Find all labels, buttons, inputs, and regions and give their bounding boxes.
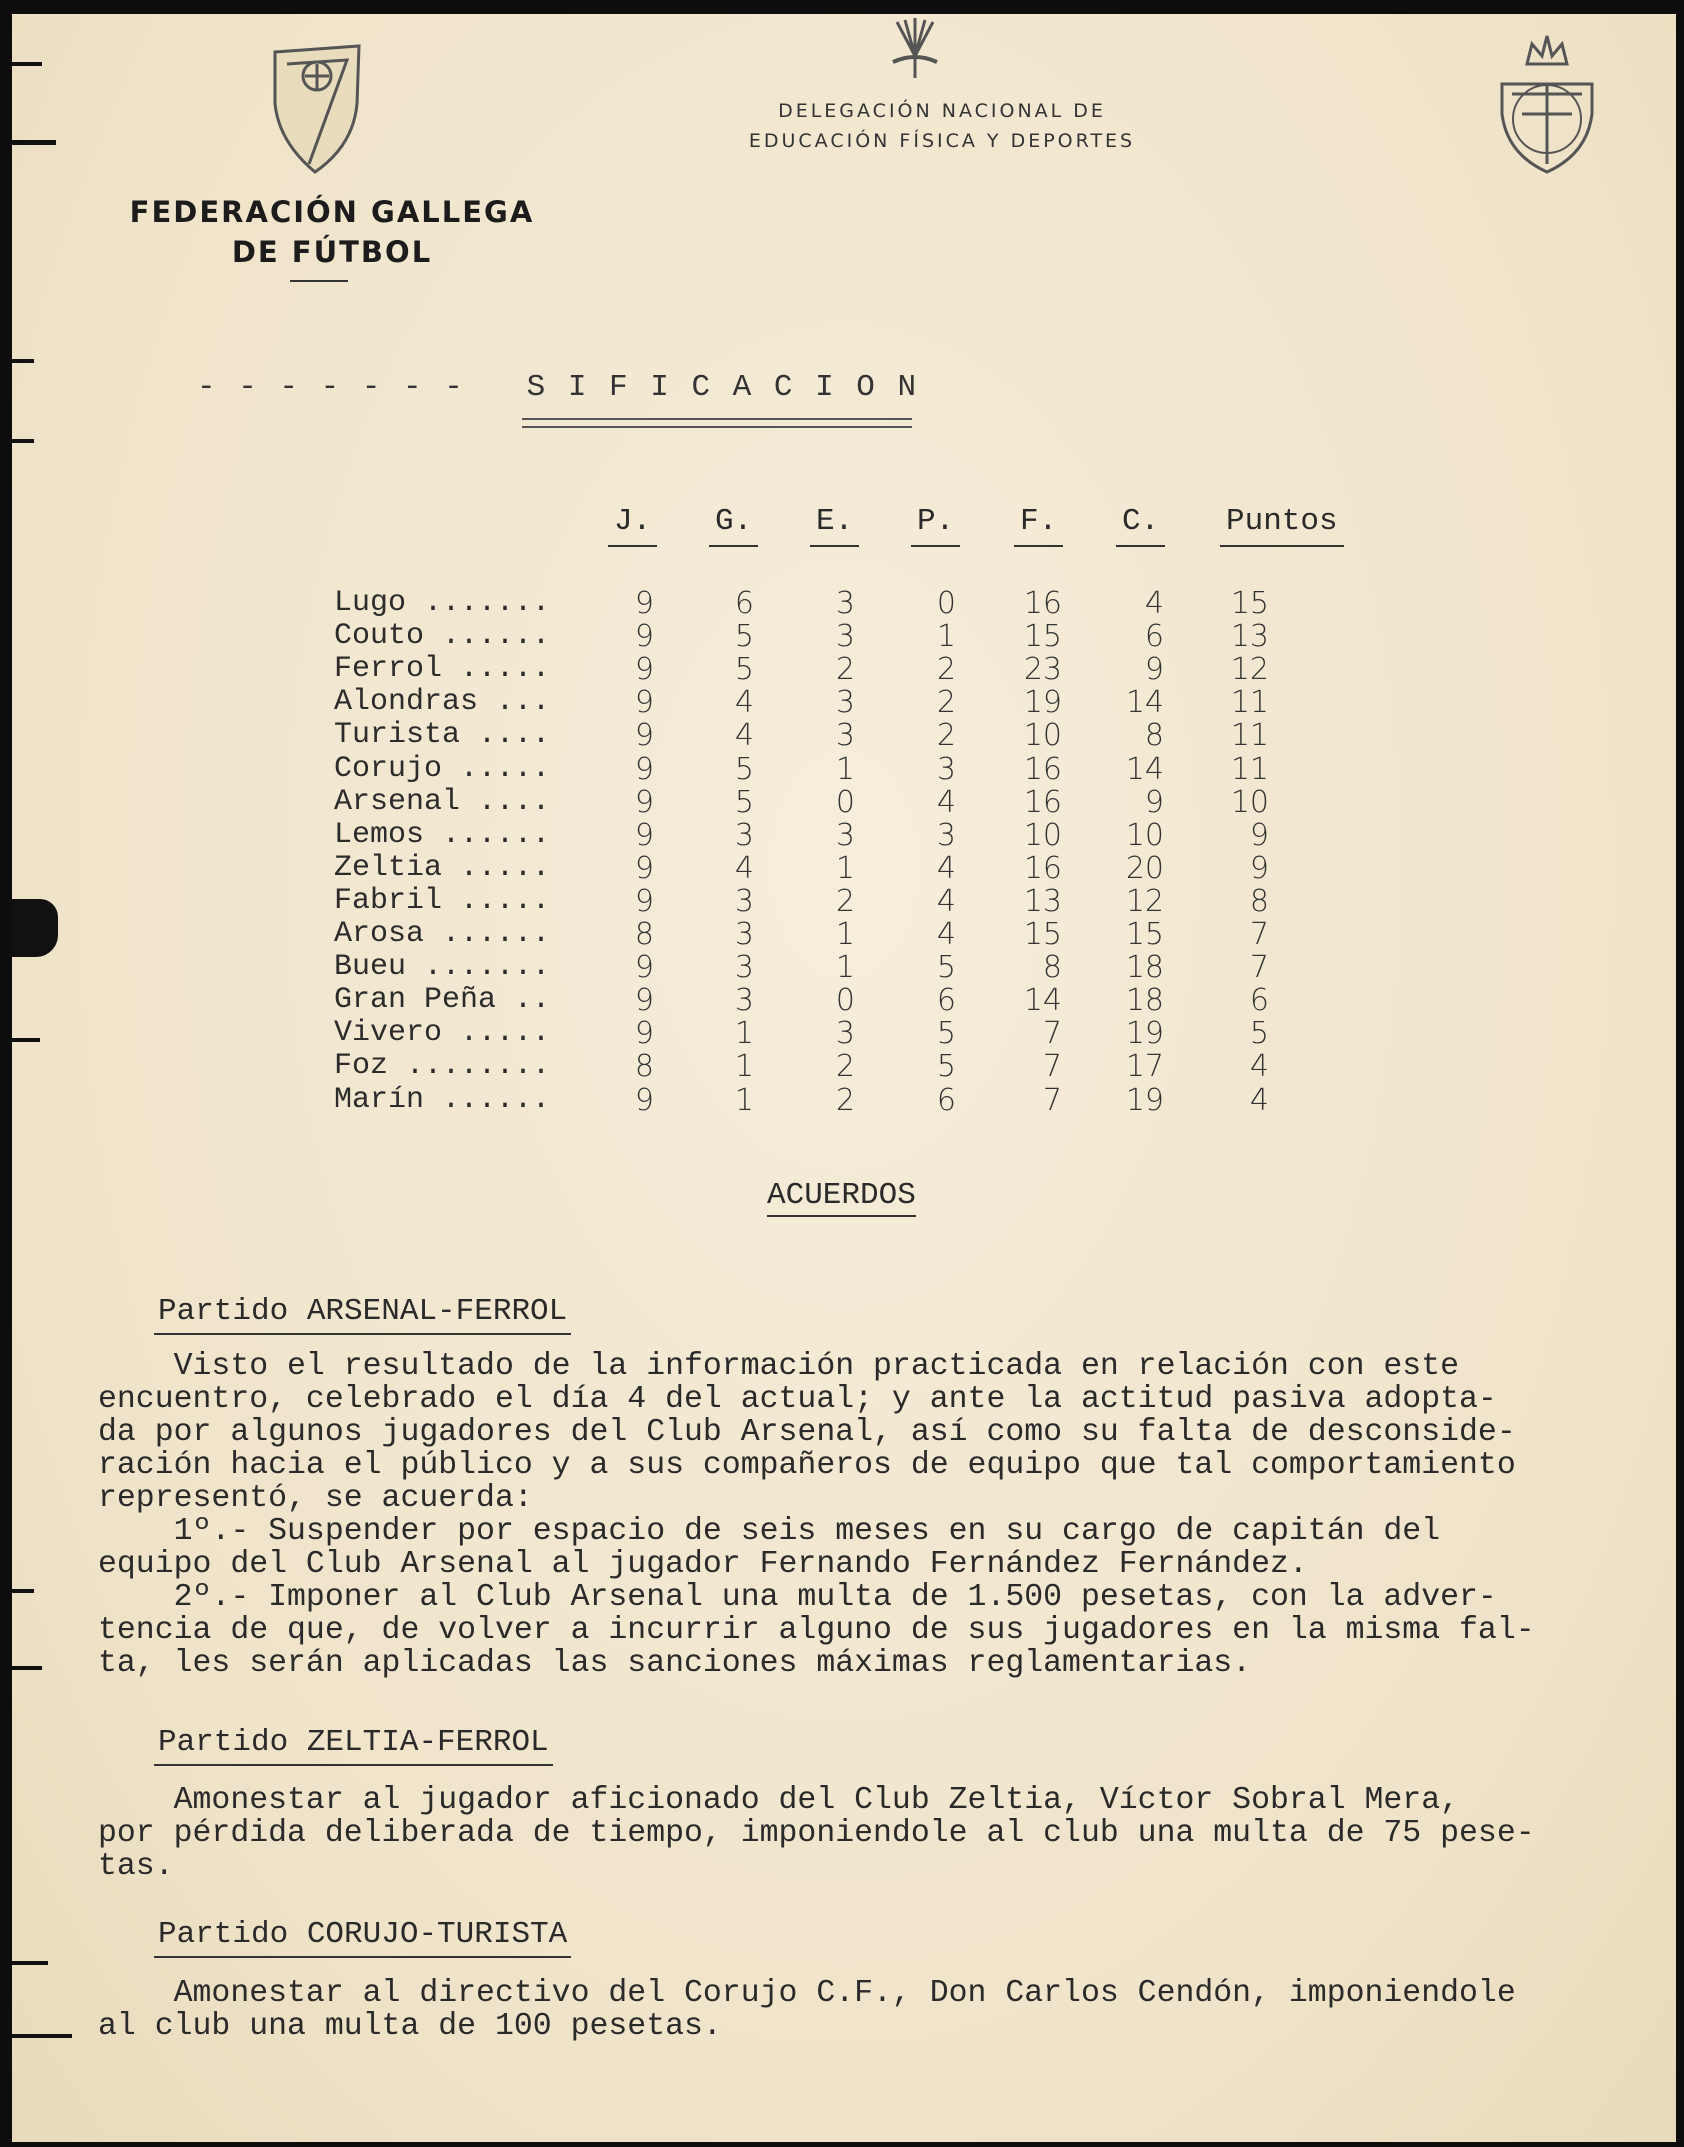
cell-p: 2 xyxy=(936,718,956,754)
section-heading-corujo-turista: Partido CORUJO-TURISTA xyxy=(154,1917,571,1958)
document-page xyxy=(12,14,1676,2142)
table-row xyxy=(334,1083,1334,1116)
binding-mark xyxy=(12,899,58,957)
cell-j: 9 xyxy=(634,619,654,655)
cell-e: 3 xyxy=(835,1016,855,1052)
delegation-heading xyxy=(702,96,1182,156)
cell-p: 4 xyxy=(936,917,956,952)
section-text-zeltia-ferrol: Amonestar al jugador aficionado del Club Zeltia, Víctor Sobral Mera, por pérdida deliberada de tiempo, imponiendole al club una multa de 75 pese- tas. xyxy=(98,1783,1535,1884)
cell-puntos: 11 xyxy=(1230,751,1269,787)
cell-c: 4 xyxy=(1144,586,1164,621)
team-name: Lemos ...... xyxy=(334,817,551,852)
cell-puntos: 9 xyxy=(1249,850,1269,886)
cell-c: 14 xyxy=(1125,751,1164,787)
column-header-g: G. xyxy=(709,504,758,547)
column-header-j: J. xyxy=(608,504,657,547)
cell-puntos: 11 xyxy=(1230,685,1269,721)
cell-f: 16 xyxy=(1023,784,1062,820)
cell-p: 3 xyxy=(936,751,956,787)
table-row xyxy=(334,619,1334,655)
cell-g: 5 xyxy=(734,751,754,787)
cell-e: 2 xyxy=(835,1049,855,1085)
table-row xyxy=(334,818,1334,851)
table-row xyxy=(334,950,1334,986)
cell-f: 8 xyxy=(1042,950,1062,986)
cell-c: 15 xyxy=(1125,917,1164,952)
cell-c: 6 xyxy=(1144,619,1164,655)
cell-e: 0 xyxy=(835,983,855,1019)
cell-puntos: 4 xyxy=(1249,1082,1269,1118)
cell-f: 7 xyxy=(1042,1082,1062,1118)
cell-puntos: 7 xyxy=(1249,950,1269,986)
binding-mark xyxy=(12,1038,40,1042)
binding-mark xyxy=(12,359,34,363)
team-name: Lugo ....... xyxy=(334,586,551,620)
column-header-e: E. xyxy=(810,504,859,547)
cell-j: 9 xyxy=(634,586,654,621)
team-name: Couto ...... xyxy=(334,619,551,654)
table-row xyxy=(334,917,1334,950)
cell-g: 3 xyxy=(734,917,754,952)
binding-mark xyxy=(12,1589,34,1593)
team-name: Arsenal .... xyxy=(334,784,551,819)
team-name: Marín ...... xyxy=(334,1082,551,1117)
cell-g: 5 xyxy=(734,652,754,688)
cell-f: 15 xyxy=(1023,619,1062,655)
column-header-puntos: Puntos xyxy=(1220,504,1344,547)
team-name: Ferrol ..... xyxy=(334,652,551,687)
table-row xyxy=(334,586,1334,619)
cell-p: 6 xyxy=(936,1082,956,1118)
cell-j: 9 xyxy=(634,652,654,688)
cell-puntos: 9 xyxy=(1249,817,1269,853)
cell-e: 3 xyxy=(835,817,855,853)
cell-p: 1 xyxy=(936,619,956,655)
cell-j: 9 xyxy=(634,784,654,820)
cell-g: 1 xyxy=(734,1049,754,1085)
cell-j: 9 xyxy=(634,718,654,754)
cell-puntos: 6 xyxy=(1249,983,1269,1019)
table-row xyxy=(334,851,1334,884)
cell-j: 9 xyxy=(634,1016,654,1052)
cell-puntos: 4 xyxy=(1249,1049,1269,1085)
cell-j: 9 xyxy=(634,850,654,886)
column-header-f: F. xyxy=(1014,504,1063,547)
cell-f: 7 xyxy=(1042,1016,1062,1052)
cell-p: 4 xyxy=(936,883,956,919)
binding-mark xyxy=(12,62,42,66)
cell-g: 4 xyxy=(734,850,754,886)
cell-g: 4 xyxy=(734,718,754,754)
cell-c: 10 xyxy=(1125,817,1164,853)
cell-g: 3 xyxy=(734,983,754,1019)
cell-puntos: 5 xyxy=(1249,1016,1269,1052)
cell-f: 19 xyxy=(1023,685,1062,721)
table-row xyxy=(334,983,1334,1019)
cell-j: 9 xyxy=(634,950,654,986)
binding-mark xyxy=(12,1666,42,1670)
document-title: - - - - - - - S I F I C A C I O N xyxy=(197,370,919,405)
binding-mark xyxy=(12,439,34,443)
cell-f: 7 xyxy=(1042,1049,1062,1085)
cell-c: 18 xyxy=(1125,950,1164,986)
cell-c: 12 xyxy=(1125,883,1164,919)
federation-line-1: FEDERACIÓN GALLEGA xyxy=(129,195,535,229)
cell-f: 16 xyxy=(1023,751,1062,787)
cell-g: 5 xyxy=(734,619,754,655)
cell-g: 4 xyxy=(734,685,754,721)
title-double-underline xyxy=(522,418,912,428)
cell-c: 9 xyxy=(1144,652,1164,688)
team-name: Gran Peña .. xyxy=(334,983,551,1018)
cell-g: 1 xyxy=(734,1016,754,1052)
cell-c: 8 xyxy=(1144,718,1164,754)
cell-f: 10 xyxy=(1023,817,1062,853)
cell-p: 0 xyxy=(936,586,956,621)
cell-p: 6 xyxy=(936,983,956,1019)
cell-j: 9 xyxy=(634,983,654,1019)
cell-f: 14 xyxy=(1023,983,1062,1019)
federation-heading xyxy=(112,192,552,272)
table-row xyxy=(334,1049,1334,1085)
cell-e: 1 xyxy=(835,950,855,986)
royal-crest-icon xyxy=(1492,24,1602,174)
cell-j: 9 xyxy=(634,751,654,787)
cell-p: 4 xyxy=(936,784,956,820)
cell-j: 9 xyxy=(634,685,654,721)
delegation-line-1: DELEGACIÓN NACIONAL DE xyxy=(778,100,1106,122)
column-header-p: P. xyxy=(911,504,960,547)
table-row xyxy=(334,752,1334,785)
cell-j: 8 xyxy=(634,1049,654,1085)
delegation-line-2: EDUCACIÓN FÍSICA Y DEPORTES xyxy=(748,130,1136,152)
cell-e: 1 xyxy=(835,751,855,787)
cell-f: 16 xyxy=(1023,586,1062,621)
cell-e: 3 xyxy=(835,718,855,754)
cell-p: 5 xyxy=(936,1016,956,1052)
cell-e: 3 xyxy=(835,586,855,621)
cell-c: 18 xyxy=(1125,983,1164,1019)
binding-mark xyxy=(12,140,56,145)
team-name: Foz ........ xyxy=(334,1049,551,1084)
cell-j: 9 xyxy=(634,883,654,919)
cell-c: 19 xyxy=(1125,1082,1164,1118)
cell-p: 4 xyxy=(936,850,956,886)
column-header-c: C. xyxy=(1116,504,1165,547)
cell-e: 1 xyxy=(835,917,855,952)
cell-e: 2 xyxy=(835,883,855,919)
cell-g: 6 xyxy=(734,586,754,621)
cell-g: 5 xyxy=(734,784,754,820)
binding-mark xyxy=(12,2034,72,2038)
cell-p: 2 xyxy=(936,652,956,688)
cell-c: 20 xyxy=(1125,850,1164,886)
cell-p: 5 xyxy=(936,950,956,986)
cell-f: 10 xyxy=(1023,718,1062,754)
table-row xyxy=(334,1016,1334,1052)
team-name: Corujo ..... xyxy=(334,751,551,786)
section-text-arsenal-ferrol: Visto el resultado de la información practicada en relación con este encuentro, celebrado el día 4 del actual; y ante la actitud pasiva adopta- da por algunos jugadores del Club Arsenal, así como su falta de desconside- ración hacia el público y a sus compañeros de equipo que tal comportamiento representó, se acuerda: 1º.- Suspender por espacio de seis meses en su cargo de capitán del equipo del Club Arsenal al jugador Fernando Fernández Fernández. 2º.- Imponer al Club Arsenal una multa de 1.500 pesetas, con la adver- tencia de que, de volver a incurrir alguno de sus jugadores en la misma fal- ta, les serán aplicadas las sanciones máximas reglamentarias. xyxy=(98,1349,1535,1681)
cell-puntos: 11 xyxy=(1230,718,1269,754)
team-name: Vivero ..... xyxy=(334,1016,551,1051)
cell-f: 23 xyxy=(1023,652,1062,688)
cell-e: 1 xyxy=(835,850,855,886)
cell-p: 3 xyxy=(936,817,956,853)
team-name: Arosa ...... xyxy=(334,917,551,951)
cell-puntos: 10 xyxy=(1230,784,1269,820)
cell-c: 9 xyxy=(1144,784,1164,820)
section-text-corujo-turista: Amonestar al directivo del Corujo C.F., Don Carlos Cendón, imponiendole al club una multa de 100 pesetas. xyxy=(98,1976,1516,2044)
cell-c: 14 xyxy=(1125,685,1164,721)
cell-e: 0 xyxy=(835,784,855,820)
cell-j: 9 xyxy=(634,817,654,853)
team-name: Turista .... xyxy=(334,718,551,753)
binding-mark xyxy=(12,1961,48,1965)
table-row xyxy=(334,685,1334,721)
table-row xyxy=(334,785,1334,818)
cell-c: 19 xyxy=(1125,1016,1164,1052)
table-row xyxy=(334,718,1334,754)
table-row xyxy=(334,652,1334,688)
cell-j: 9 xyxy=(634,1082,654,1118)
cell-j: 8 xyxy=(634,917,654,952)
cell-g: 3 xyxy=(734,950,754,986)
team-name: Bueu ....... xyxy=(334,950,551,985)
cell-puntos: 12 xyxy=(1230,652,1269,688)
cell-puntos: 8 xyxy=(1249,883,1269,919)
table-row xyxy=(334,884,1334,917)
cell-c: 17 xyxy=(1125,1049,1164,1085)
cell-f: 15 xyxy=(1023,917,1062,952)
federation-crest-icon xyxy=(267,34,367,174)
cell-g: 3 xyxy=(734,883,754,919)
cell-g: 1 xyxy=(734,1082,754,1118)
cell-f: 16 xyxy=(1023,850,1062,886)
agreements-heading: ACUERDOS xyxy=(767,1178,916,1217)
cell-p: 5 xyxy=(936,1049,956,1085)
team-name: Zeltia ..... xyxy=(334,850,551,885)
team-name: Fabril ..... xyxy=(334,883,551,918)
cell-e: 2 xyxy=(835,1082,855,1118)
federation-line-2: DE FÚTBOL xyxy=(231,235,433,269)
cell-e: 3 xyxy=(835,619,855,655)
cell-p: 2 xyxy=(936,685,956,721)
section-heading-zeltia-ferrol: Partido ZELTIA-FERROL xyxy=(154,1725,553,1766)
section-heading-arsenal-ferrol: Partido ARSENAL-FERROL xyxy=(154,1294,571,1335)
cell-puntos: 7 xyxy=(1249,917,1269,952)
cell-puntos: 15 xyxy=(1230,586,1269,621)
federation-underline xyxy=(290,280,348,282)
yoke-arrows-emblem-icon xyxy=(885,14,945,84)
team-name: Alondras ... xyxy=(334,685,551,720)
cell-f: 13 xyxy=(1023,883,1062,919)
cell-e: 3 xyxy=(835,685,855,721)
cell-puntos: 13 xyxy=(1230,619,1269,655)
cell-e: 2 xyxy=(835,652,855,688)
cell-g: 3 xyxy=(734,817,754,853)
